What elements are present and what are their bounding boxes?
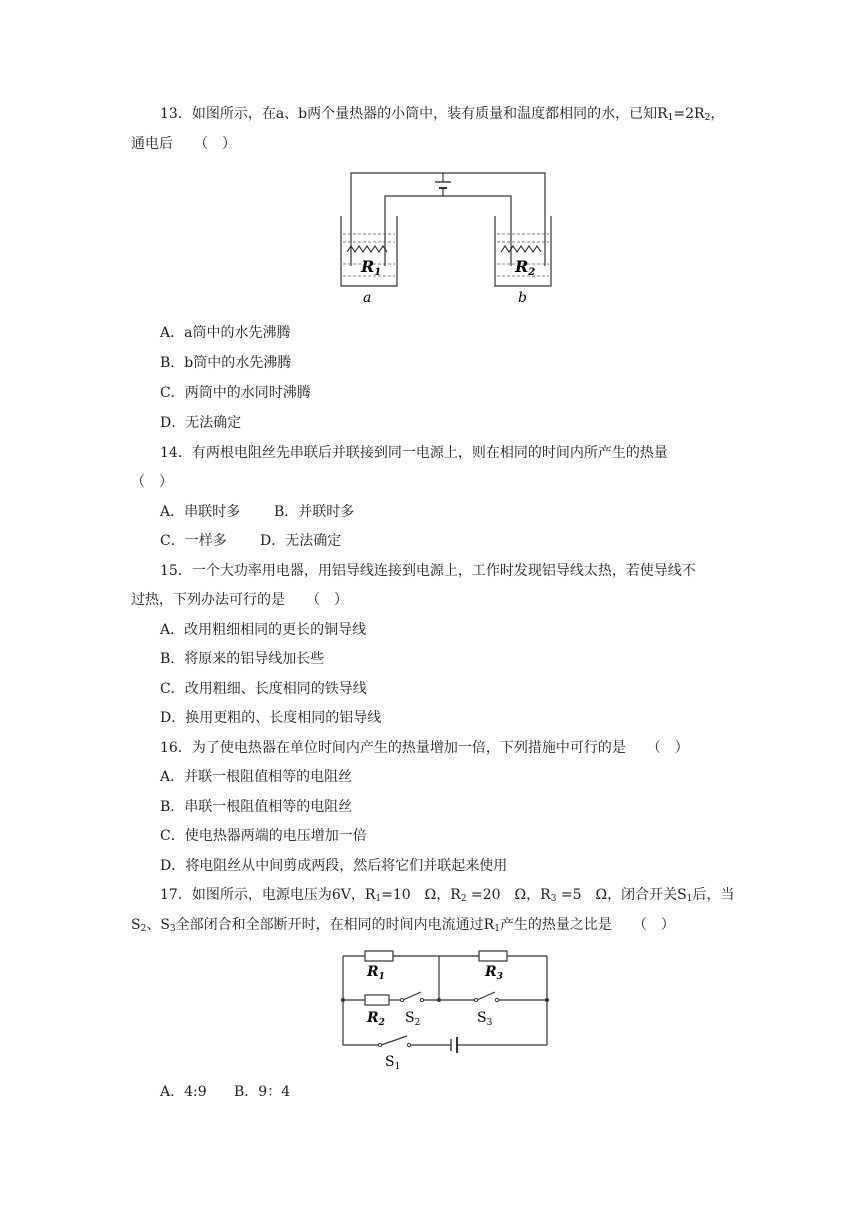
svg-text:R2: R2 <box>515 257 536 278</box>
label-r3: R <box>485 964 497 980</box>
three-resistor-switch-circuit-diagram <box>335 948 555 1073</box>
question-13-stem-line1: 13．如图所示，在a、b两个量热器的小筒中，装有质量和温度都相同的水，已知$R_1=2R_2$， <box>160 106 725 123</box>
question-17-stem-line1: 17．如图所示，电源电压为6V，$R_1=10$ Ω，$R_2 =20$ Ω，$R_3 =5$ Ω，闭合开关$S_1$后，当 <box>160 887 735 904</box>
question-16-stem-line1: 16．为了使电热器在单位时间内产生的热量增加一倍，下列措施中可行的是 （ ） <box>160 740 689 756</box>
svg-text:S2: $S_2$ <box>405 1010 421 1028</box>
question-16-option-b: B．串联一根阻值相等的电阻丝 <box>160 799 353 815</box>
label-r2: R <box>367 1010 379 1026</box>
svg-text:S3: $S_3$ <box>477 1010 493 1028</box>
question-14-option-d: D．无法确定 <box>260 533 342 549</box>
question-17-option-a: A．4:9 <box>160 1084 207 1100</box>
label-s2: S <box>405 1010 415 1026</box>
svg-text:S1: $S_1$ <box>385 1054 401 1072</box>
svg-text:R1: R1 <box>361 257 382 278</box>
question-15-stem-line2: 过热，下列办法可行的是 （ ） <box>131 592 348 608</box>
question-17-stem-line2: $S_2$、$S_3$全部闭合和全部断开时，在相同的时间内电流通过$R_1$产生的热量之比是 （ ） <box>131 917 675 934</box>
question-16-option-d: D．将电阻丝从中间剪成两段，然后将它们并联起来使用 <box>160 858 508 874</box>
svg-text:R3: $R_3$ <box>485 964 503 982</box>
label-r1: R <box>361 257 375 276</box>
resistor-r2-coil <box>501 246 541 252</box>
question-15-option-d: D．换用更粗的、长度相同的铝导线 <box>160 710 382 726</box>
label-r1: R <box>367 964 379 980</box>
question-13-stem-line2: 通电后 （ ） <box>131 136 236 152</box>
label-s3: S <box>477 1010 487 1026</box>
svg-text:R1: $R_1$ <box>367 964 385 982</box>
question-15-option-c: C．改用粗细、长度相同的铁导线 <box>160 681 367 697</box>
label-beaker-b: b <box>518 290 527 306</box>
question-13-option-a: A．a筒中的水先沸腾 <box>160 325 291 341</box>
question-17-option-b: B．9：4 <box>234 1084 291 1100</box>
resistor-r1-coil <box>347 246 387 252</box>
label-s1: S <box>385 1054 395 1070</box>
question-15-stem-line1: 15．一个大功率用电器，用铝导线连接到电源上，工作时发现铝导线太热，若使导线不 <box>160 563 696 579</box>
question-14-option-c: C．一样多 <box>160 533 227 549</box>
question-16-option-c: C．使电热器两端的电压增加一倍 <box>160 828 367 844</box>
svg-text:R2: $R_2$ <box>367 1010 385 1028</box>
question-13-option-d: D．无法确定 <box>160 415 242 431</box>
question-13-option-c: C．两筒中的水同时沸腾 <box>160 385 311 401</box>
question-13-option-b: B．b筒中的水先沸腾 <box>160 355 292 371</box>
question-15-option-a: A．改用粗细相同的更长的铜导线 <box>160 622 367 638</box>
question-14-option-a: A．串联时多 <box>160 504 241 520</box>
question-14-stem-line2: （ ） <box>131 474 173 490</box>
label-beaker-a: a <box>363 290 372 306</box>
calorimeter-circuit-diagram <box>335 168 555 308</box>
question-14-stem-line1: 14．有两根电阻丝先串联后并联接到同一电源上，则在相同的时间内所产生的热量 <box>160 445 668 461</box>
question-15-option-b: B．将原来的铝导线加长些 <box>160 651 325 667</box>
label-r2: R <box>515 257 529 276</box>
question-16-option-a: A．并联一根阻值相等的电阻丝 <box>160 769 353 785</box>
question-14-option-b: B．并联时多 <box>274 504 355 520</box>
